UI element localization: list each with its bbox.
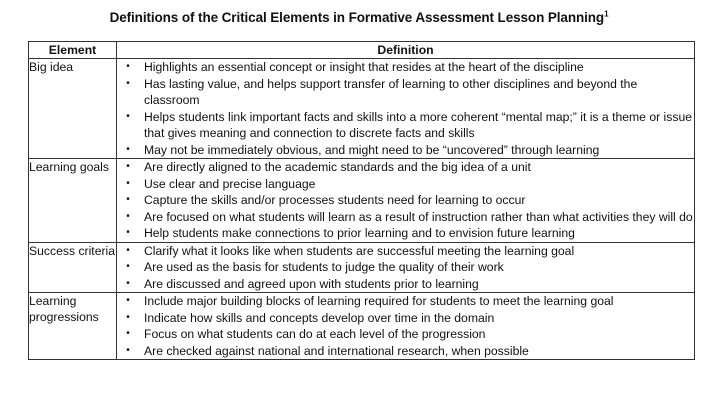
- list-item-text: Capture the skills and/or processes students need for learning to occur: [144, 193, 526, 207]
- bullet-icon: •: [126, 177, 130, 189]
- list-item: [117, 142, 694, 159]
- bullet-icon: •: [126, 143, 130, 155]
- definition-cell: [117, 59, 695, 159]
- list-item: [117, 209, 694, 226]
- list-item: [117, 293, 694, 310]
- bullet-icon: •: [126, 227, 130, 238]
- list-item-text: May not be immediately obvious, and might need to be “uncovered” through learning: [144, 142, 600, 157]
- bullet-icon: •: [126, 261, 130, 272]
- definition-cell: [117, 159, 695, 243]
- document-title: [0, 10, 718, 25]
- list-item-text: Help students make connections to prior learning and to envision future learning: [144, 226, 575, 240]
- list-item: [117, 225, 694, 242]
- bullet-icon: •: [126, 161, 130, 172]
- definition-list: [117, 293, 694, 359]
- element-cell-learning-progressions: Learning progressions: [29, 293, 117, 360]
- definition-cell: [117, 242, 695, 293]
- title-text: Definitions of the Critical Elements in Formative Assessment Lesson Planning: [109, 10, 605, 25]
- definitions-table: [28, 41, 695, 360]
- bullet-icon: •: [126, 295, 130, 306]
- definition-list: [117, 59, 694, 158]
- element-cell-success-criteria: Success criteria: [29, 242, 117, 293]
- bullet-icon: •: [126, 61, 130, 72]
- list-item: [117, 310, 694, 327]
- list-item: [117, 59, 694, 76]
- bullet-icon: •: [126, 244, 130, 256]
- bullet-icon: •: [126, 210, 130, 222]
- bullet-icon: •: [126, 77, 130, 89]
- header-row: [29, 42, 695, 59]
- bullet-icon: •: [126, 344, 130, 356]
- list-item: [117, 159, 694, 176]
- definition-column-header: Definition: [117, 42, 695, 59]
- list-item: [117, 259, 694, 276]
- list-item-text: Are focused on what students will learn as a result of instruction rather than what activities they will do: [144, 209, 693, 224]
- table-row: [29, 59, 695, 159]
- bullet-icon: •: [126, 311, 130, 323]
- list-item: [117, 176, 694, 193]
- definition-cell: [117, 293, 695, 360]
- list-item: [117, 326, 694, 343]
- list-item: [117, 276, 694, 293]
- list-item-text: Are used as the basis for students to judge the quality of their work: [144, 260, 504, 274]
- element-cell-learning-goals: Learning goals: [29, 159, 117, 243]
- footnote-marker: 1: [604, 9, 609, 19]
- list-item-text: Indicate how skills and concepts develop over time in the domain: [144, 310, 495, 325]
- element-column-header: Element: [29, 42, 117, 59]
- table-row: [29, 242, 695, 293]
- list-item: [117, 109, 694, 142]
- bullet-icon: •: [126, 277, 130, 289]
- element-cell-big-idea: Big idea: [29, 59, 117, 159]
- list-item-text: Are discussed and agreed upon with students prior to learning: [144, 276, 479, 291]
- list-item: [117, 192, 694, 209]
- list-item-text: Use clear and precise language: [144, 176, 316, 191]
- definition-list: [117, 159, 694, 242]
- bullet-icon: •: [126, 328, 130, 339]
- list-item-text: Helps students link important facts and skills into a more coherent “mental map;” it is a theme or issue that gives meaning and connection to discrete facts and skills: [144, 109, 692, 140]
- list-item-text: Include major building blocks of learning required for students to meet the learning goal: [144, 294, 614, 308]
- bullet-icon: •: [126, 194, 130, 205]
- list-item-text: Focus on what students can do at each level of the progression: [144, 327, 486, 341]
- list-item-text: Clarify what it looks like when students are successful meeting the learning goal: [144, 243, 575, 258]
- list-item-text: Highlights an essential concept or insight that resides at the heart of the discipline: [144, 60, 584, 74]
- list-item-text: Has lasting value, and helps support transfer of learning to other disciplines and beyond the classroom: [144, 76, 638, 107]
- list-item: [117, 343, 694, 360]
- definition-list: [117, 243, 694, 293]
- list-item-text: Are directly aligned to the academic standards and the big idea of a unit: [144, 160, 531, 174]
- list-item: [117, 243, 694, 260]
- bullet-icon: •: [126, 110, 130, 122]
- table-row: [29, 159, 695, 243]
- table-row: [29, 293, 695, 360]
- list-item-text: Are checked against national and international research, when possible: [144, 343, 529, 358]
- list-item: [117, 76, 694, 109]
